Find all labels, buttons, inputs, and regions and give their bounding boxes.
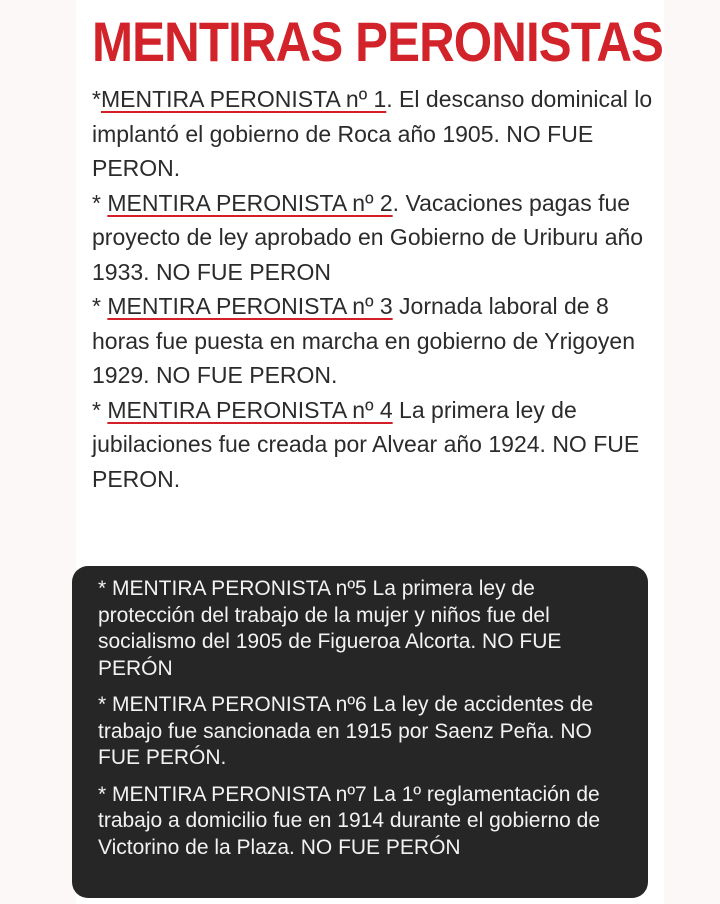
card-item-7: * MENTIRA PERONISTA nº7 La 1º reglamentación de trabajo a domicilio fue en 1914 durante el gobierno de Victorino de la Plaza. NO FUE PERÓN <box>98 782 601 859</box>
mentira-label: MENTIRA PERONISTA nº 1 <box>100 86 387 112</box>
mentira-label: MENTIRA PERONISTA nº 3 <box>107 293 393 319</box>
mentira-1 <box>92 82 662 186</box>
dark-text-card <box>72 566 648 898</box>
mentira-prefix: * <box>92 396 108 423</box>
mentira-3 <box>92 289 662 393</box>
top-panel <box>76 0 664 556</box>
card-item-5: * MENTIRA PERONISTA nº5 La primera ley de protección del trabajo de la mujer y niños fue del socialismo del 1905 de Figueroa Alcorta. NO FUE PERÓN <box>98 577 562 680</box>
right-margin <box>664 0 720 904</box>
mentira-text: La primera ley de jubilaciones fue creada por Alvear año 1924. NO FUE PERON. <box>92 396 640 492</box>
mentira-prefix: * <box>92 293 108 319</box>
card-item-6: * MENTIRA PERONISTA nº6 La ley de accidentes de trabajo fue sancionada en 1915 por Saenz Peña. NO FUE PERÓN. <box>98 693 594 769</box>
mentira-label: MENTIRA PERONISTA nº 4 <box>107 396 393 423</box>
left-margin <box>0 0 76 904</box>
mentira-prefix: * <box>92 86 101 112</box>
mentira-prefix: * <box>92 189 108 216</box>
mentira-text: . El descanso dominical lo implantó el gobierno de Roca año 1905. NO FUE PERON. <box>92 86 653 181</box>
headline: MENTIRAS PERONISTAS <box>92 10 664 73</box>
mentira-2 <box>92 186 662 290</box>
mentiras-list <box>92 82 662 496</box>
mentira-label: MENTIRA PERONISTA nº 2 <box>107 189 393 216</box>
mentira-4 <box>92 393 662 497</box>
mentira-text: . Vacaciones pagas fue proyecto de ley aprobado en Gobierno de Uriburu año 1933. NO FUE PERON <box>92 189 644 285</box>
mentira-text: Jornada laboral de 8 horas fue puesta en marcha en gobierno de Yrigoyen 1929. NO FUE PERON. <box>92 293 636 388</box>
